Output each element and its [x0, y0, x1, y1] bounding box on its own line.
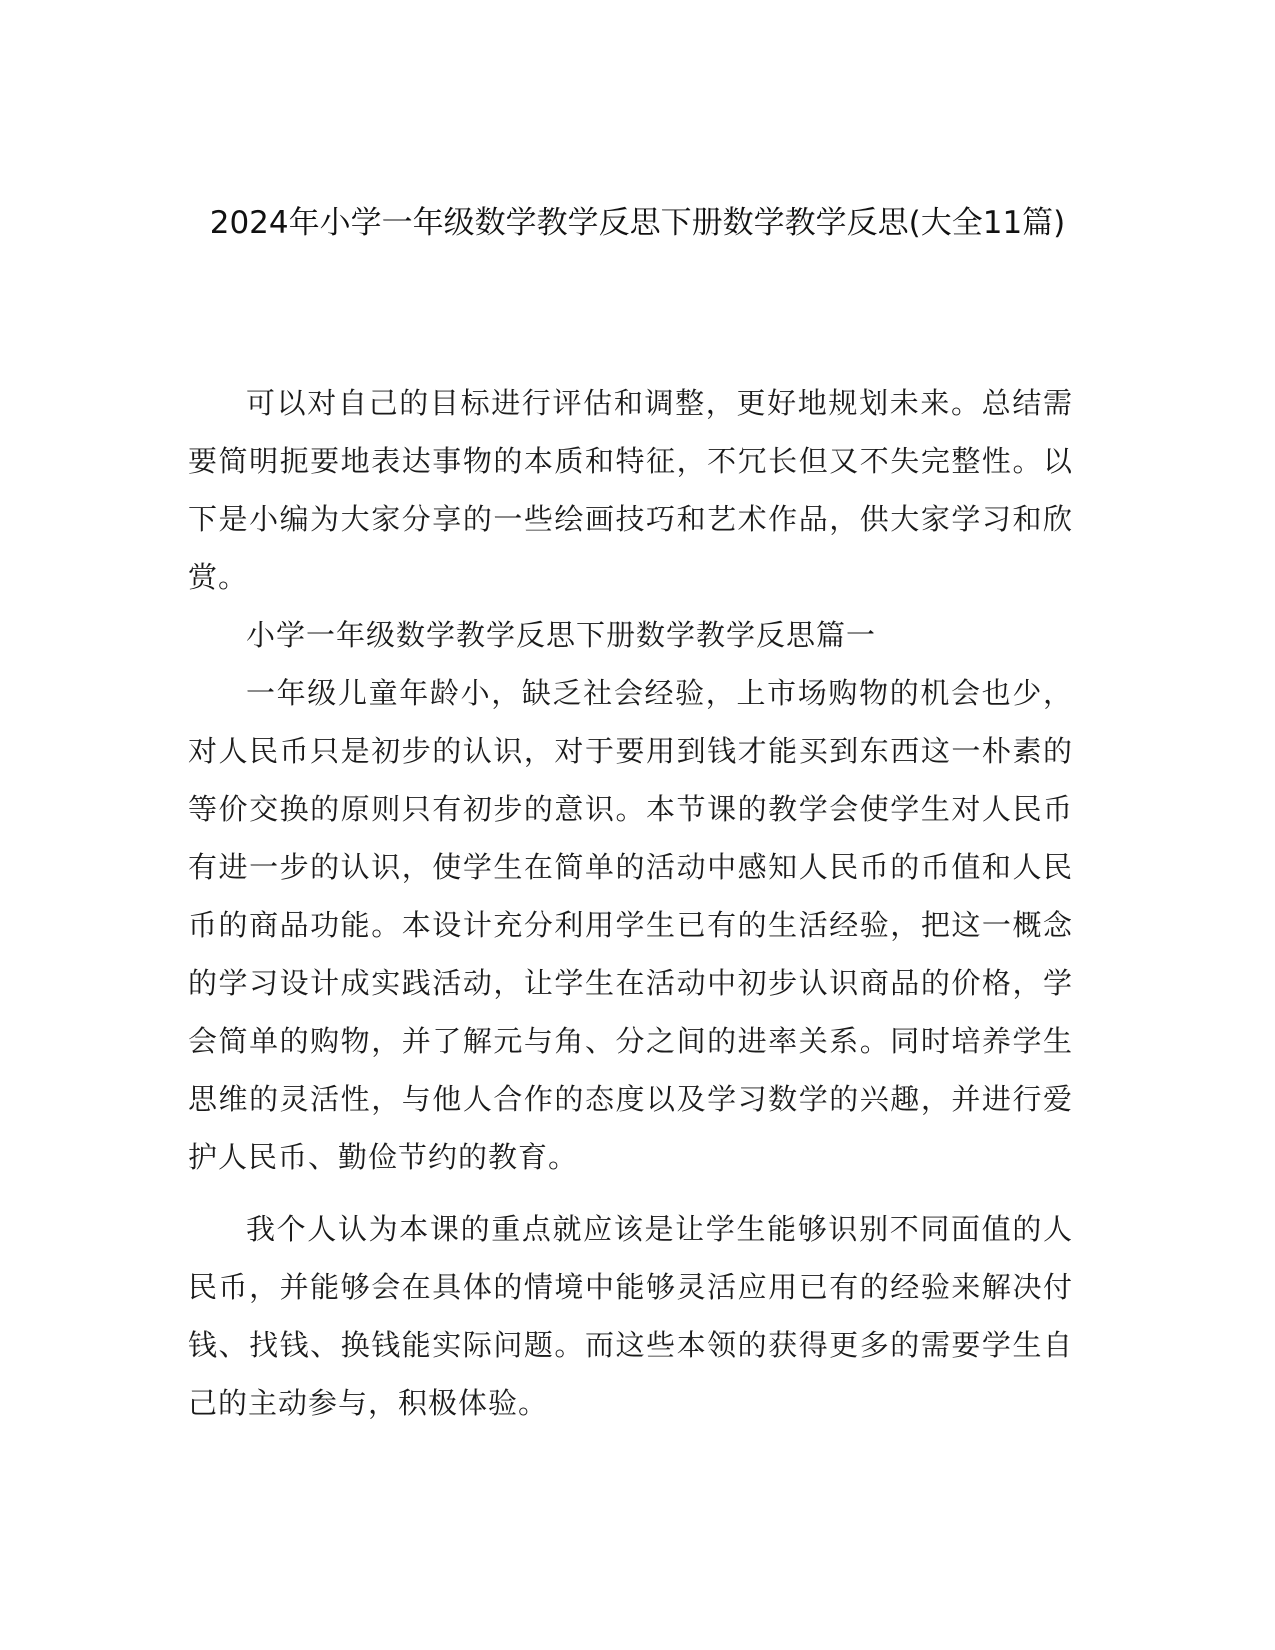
- body-paragraph: 一年级儿童年龄小，缺乏社会经验，上市场购物的机会也少，对人民币只是初步的认识，对于要用到钱才能买到东西这一朴素的等价交换的原则只有初步的意识。本节课的教学会使学生对人民币有进一步的认识，使学生在简单的活动中感知人民币的币值和人民币的商品功能。本设计充分利用学生已有的生活经验，把这一概念的学习设计成实践活动，让学生在活动中初步认识商品的价格，学会简单的购物，并了解元与角、分之间的进率关系。同时培养学生思维的灵活性，与他人合作的态度以及学习数学的兴趣，并进行爱护人民币、勤俭节约的教育。: [188, 676, 1073, 1174]
- document-body: [188, 374, 1073, 1432]
- intro-paragraph: 可以对自己的目标进行评估和调整，更好地规划未来。总结需要简明扼要地表达事物的本质和特征，不冗长但又不失完整性。以下是小编为大家分享的一些绘画技巧和艺术作品，供大家学习和欣赏。: [188, 386, 1073, 594]
- document-title: 2024年小学一年级数学教学反思下册数学教学反思(大全11篇): [209, 205, 1066, 241]
- section-heading: 小学一年级数学教学反思下册数学教学反思篇一: [246, 618, 877, 652]
- body-paragraph: 我个人认为本课的重点就应该是让学生能够识别不同面值的人民币，并能够会在具体的情境中能够灵活应用已有的经验来解决付钱、找钱、换钱能实际问题。而这些本领的获得更多的需要学生自己的主动参与，积极体验。: [188, 1212, 1073, 1420]
